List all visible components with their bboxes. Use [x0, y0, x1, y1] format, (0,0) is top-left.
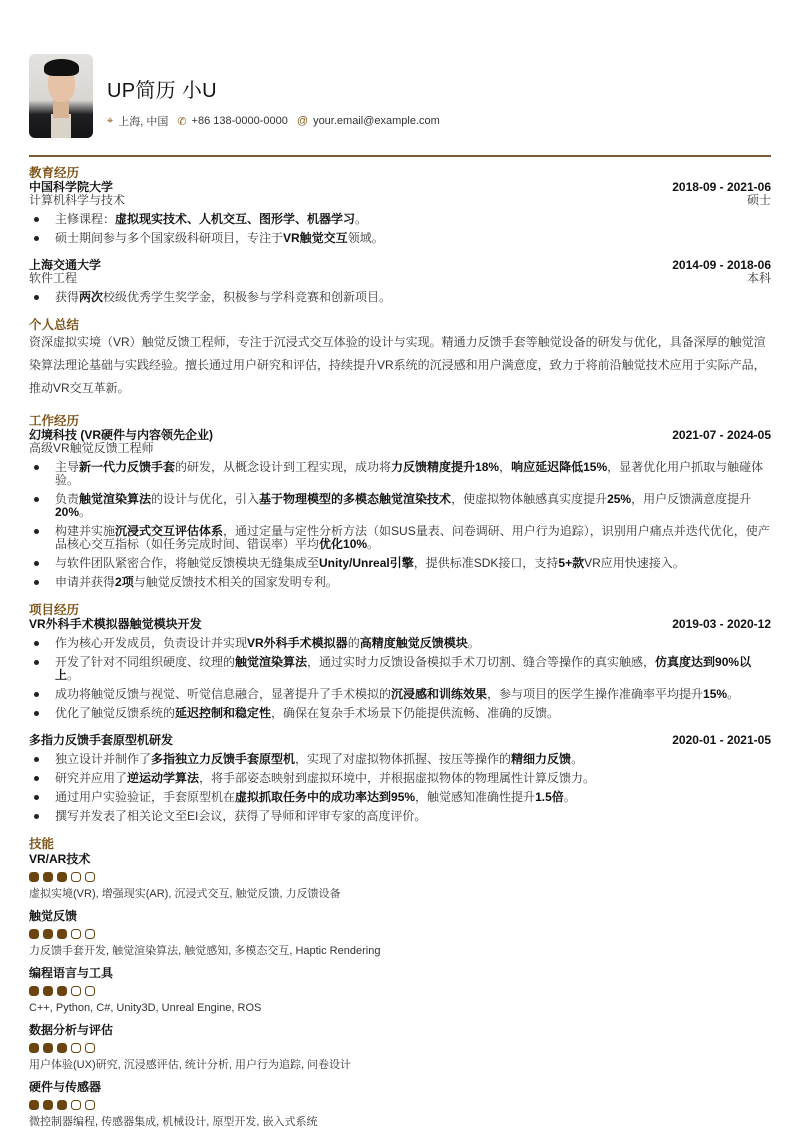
skill-level-rating	[29, 986, 771, 996]
contact-info	[107, 113, 449, 129]
bullet-item	[29, 576, 771, 589]
filled-dot-icon	[29, 1100, 39, 1110]
text: 获得	[55, 290, 80, 304]
text: 与软件团队紧密合作，将触觉反馈模块无缝集成至	[55, 556, 320, 570]
highlight-text: 高精度触觉反馈模块	[359, 636, 468, 650]
filled-dot-icon	[57, 1043, 67, 1053]
project-entry	[29, 734, 771, 823]
highlight-text: 虚拟抓取任务中的成功率达到95%	[235, 790, 416, 804]
text: ，显著优化用户抓取与触碰体验。	[55, 460, 764, 487]
empty-dot-icon	[85, 1100, 95, 1110]
major: 软件工程	[29, 271, 78, 285]
highlight-text: 触觉渲染算法	[79, 492, 152, 506]
highlight-text: 仿真度达到90%以上	[55, 655, 752, 682]
bullet-item	[29, 493, 771, 519]
work-entry	[29, 429, 771, 589]
text: ，参与项目的医学生操作准确率平均提升	[487, 687, 704, 701]
skill-category: 编程语言与工具	[29, 966, 114, 980]
filled-dot-icon	[57, 1100, 67, 1110]
text: 的设计与优化，引入	[151, 492, 260, 506]
major: 计算机科学与技术	[29, 193, 126, 207]
text: ，使虚拟物体触感真实度提升	[451, 492, 608, 506]
degree: 硕士	[746, 193, 771, 207]
project-entry	[29, 618, 771, 720]
skill-level-rating	[29, 872, 771, 882]
education-section	[29, 166, 771, 304]
date-range: 2019-03 - 2020-12	[672, 617, 771, 631]
filled-dot-icon	[43, 1100, 53, 1110]
degree: 本科	[746, 271, 771, 285]
bullet-item	[29, 557, 771, 570]
section-title: 工作经历	[29, 414, 80, 428]
skill-level-rating	[29, 1043, 771, 1053]
skill-category: 数据分析与评估	[29, 1023, 114, 1037]
empty-dot-icon	[85, 872, 95, 882]
skill-items: 虚拟实境(VR), 增强现实(AR), 沉浸式交互, 触觉反馈, 力反馈设备	[29, 888, 341, 900]
date-range: 2020-01 - 2021-05	[672, 733, 771, 747]
bullet-item	[29, 810, 771, 823]
bullet-item	[29, 637, 771, 650]
text: ，触觉感知准确性提升	[415, 790, 536, 804]
text: 。	[727, 687, 740, 701]
highlight-text: 两次	[79, 290, 104, 304]
projects-section	[29, 603, 771, 823]
text: 的	[347, 636, 360, 650]
date-range: 2021-07 - 2024-05	[672, 428, 771, 442]
skill-items: 用户体验(UX)研究, 沉浸感评估, 统计分析, 用户行为追踪, 问卷设计	[29, 1059, 352, 1071]
highlight-text: 1.5倍	[535, 790, 564, 804]
email[interactable]: your.email@example.com	[313, 115, 440, 127]
bullet-item	[29, 525, 771, 551]
bullet-item	[29, 688, 771, 701]
phone-icon: ✆	[177, 115, 187, 128]
company-name: 幻境科技 (VR硬件与内容领先企业)	[29, 428, 213, 442]
text: 的研发，从概念设计到工程实现，成功将	[175, 460, 392, 474]
text: ，确保在复杂手术场景下仍能提供流畅、准确的反馈。	[271, 706, 560, 720]
highlight-text: 5+款	[558, 556, 585, 570]
profile-photo	[29, 54, 93, 138]
section-title: 技能	[29, 837, 55, 851]
date-range: 2014-09 - 2018-06	[672, 258, 771, 272]
skill-category: 触觉反馈	[29, 909, 78, 923]
bullet-item	[29, 213, 771, 226]
project-name: 多指力反馈手套原型机研发	[29, 733, 174, 747]
highlight-text: 沉浸感和训练效果	[391, 687, 488, 701]
filled-dot-icon	[43, 1043, 53, 1053]
filled-dot-icon	[29, 872, 39, 882]
highlight-text: Unity/Unreal引擎	[319, 556, 414, 570]
highlight-text: VR触觉交互	[283, 231, 348, 245]
header-divider	[29, 155, 771, 157]
skill-items: C++, Python, C#, Unity3D, Unreal Engine, ROS	[29, 1002, 262, 1014]
text: 研究并应用了	[55, 771, 128, 785]
empty-dot-icon	[85, 929, 95, 939]
filled-dot-icon	[43, 929, 53, 939]
empty-dot-icon	[71, 929, 81, 939]
empty-dot-icon	[71, 872, 81, 882]
text: ，将手部姿态映射到虚拟环境中，并根据虚拟物体的物理属性计算反馈力。	[199, 771, 596, 785]
text: 领域。	[347, 231, 384, 245]
highlight-text: 多指独立力反馈手套原型机	[151, 752, 296, 766]
skills-list	[29, 852, 771, 1129]
highlight-text: 延迟控制和稳定性	[175, 706, 272, 720]
text: 。	[79, 505, 92, 519]
empty-dot-icon	[85, 1043, 95, 1053]
phone: +86 138-0000-0000	[191, 115, 288, 127]
text: 硕士期间参与多个国家级科研项目，专注于	[55, 231, 284, 245]
highlight-text: 2项	[115, 575, 134, 589]
highlight-text: 优化10%	[319, 537, 368, 551]
filled-dot-icon	[57, 986, 67, 996]
text: 优化了触觉反馈系统的	[55, 706, 176, 720]
text: 与触觉反馈技术相关的国家发明专利。	[133, 575, 338, 589]
skill-items: 微控制器编程, 传感器集成, 机械设计, 原型开发, 嵌入式系统	[29, 1116, 318, 1128]
job-role: 高级VR触觉反馈工程师	[29, 441, 154, 455]
filled-dot-icon	[29, 929, 39, 939]
highlight-text: 虚拟现实技术、人机交互、图形学、机器学习	[115, 212, 356, 226]
text: 。	[467, 636, 480, 650]
text: 。	[563, 790, 576, 804]
bullet-list	[29, 213, 771, 245]
text: 负责	[55, 492, 80, 506]
highlight-text: 精细力反馈	[511, 752, 572, 766]
skill-category: 硬件与传感器	[29, 1080, 102, 1094]
text: 。	[355, 212, 368, 226]
skill-items: 力反馈手套开发, 触觉渲染算法, 触觉感知, 多模态交互, Haptic Rendering	[29, 945, 381, 957]
empty-dot-icon	[71, 986, 81, 996]
skill-category: VR/AR技术	[29, 852, 91, 866]
summary-section	[29, 318, 771, 400]
filled-dot-icon	[29, 1043, 39, 1053]
text: ，通过定量与定性分析方法（如SUS量表、问卷调研、用户行为追踪），识别用户痛点并迭代优化，使产品核心交互指标（如任务完成时间、错误率）平均	[55, 524, 770, 551]
date-range: 2018-09 - 2021-06	[672, 180, 771, 194]
location: 上海, 中国	[118, 116, 169, 128]
text: ，通过实时力反馈设备模拟手术刀切割、缝合等操作的真实触感，	[307, 655, 656, 669]
filled-dot-icon	[43, 872, 53, 882]
text: 作为核心开发成员，负责设计并实现	[55, 636, 248, 650]
text: ，提供标准SDK接口，支持	[413, 556, 559, 570]
text: VR应用快速接入。	[584, 556, 685, 570]
text: ，实现了对虚拟物体抓握、按压等操作的	[295, 752, 512, 766]
bullet-list	[29, 461, 771, 589]
bullet-list	[29, 637, 771, 720]
at-icon: @	[296, 115, 309, 127]
section-title: 个人总结	[29, 318, 80, 332]
resume-header	[29, 54, 449, 138]
text: 成功将触觉反馈与视觉、听觉信息融合，显著提升了手术模拟的	[55, 687, 392, 701]
highlight-text: 触觉渲染算法	[235, 655, 308, 669]
text: 开发了针对不同组织硬度、纹理的	[55, 655, 236, 669]
text: 。	[367, 537, 380, 551]
school-name: 中国科学院大学	[29, 180, 114, 194]
bullet-item	[29, 753, 771, 766]
empty-dot-icon	[85, 986, 95, 996]
candidate-name: UP简历 小U	[107, 80, 217, 102]
text: ，用户反馈满意度提升	[631, 492, 752, 506]
bullet-item	[29, 791, 771, 804]
filled-dot-icon	[29, 986, 39, 996]
bullet-item	[29, 291, 771, 304]
skills-section	[29, 837, 771, 1129]
bullet-item	[29, 772, 771, 785]
highlight-text: VR外科手术模拟器	[247, 636, 348, 650]
bullet-item	[29, 232, 771, 245]
text: 申请并获得	[55, 575, 116, 589]
text: 主修课程：	[55, 212, 116, 226]
text: 通过用户实验验证，手套原型机在	[55, 790, 236, 804]
text: 。	[67, 668, 80, 682]
project-name: VR外科手术模拟器触觉模块开发	[29, 617, 202, 631]
education-entry	[29, 181, 771, 245]
filled-dot-icon	[57, 929, 67, 939]
highlight-text: 25%	[607, 492, 632, 506]
highlight-text: 15%	[703, 687, 728, 701]
highlight-text: 沉浸式交互评估体系	[115, 524, 224, 538]
empty-dot-icon	[71, 1043, 81, 1053]
text: 独立设计并制作了	[55, 752, 152, 766]
empty-dot-icon	[71, 1100, 81, 1110]
text: 撰写并发表了相关论文至EI会议，获得了导师和评审专家的高度评价。	[55, 809, 427, 823]
section-title: 教育经历	[29, 166, 80, 180]
bullet-list	[29, 291, 771, 304]
highlight-text: 基于物理模型的多模态触觉渲染技术	[259, 492, 452, 506]
text: 。	[571, 752, 584, 766]
skill-level-rating	[29, 1100, 771, 1110]
bullet-item	[29, 656, 771, 682]
highlight-text: 力反馈精度提升18%	[391, 460, 500, 474]
text: ，	[499, 460, 512, 474]
education-entry	[29, 259, 771, 304]
skill-level-rating	[29, 929, 771, 939]
filled-dot-icon	[43, 986, 53, 996]
school-name: 上海交通大学	[29, 258, 102, 272]
bullet-item	[29, 461, 771, 487]
bullet-item	[29, 707, 771, 720]
work-section	[29, 414, 771, 589]
location-pin-icon: ⌖	[107, 114, 114, 127]
text: 校级优秀学生奖学金，积极参与学科竞赛和创新项目。	[103, 290, 392, 304]
text: 构建并实施	[55, 524, 116, 538]
filled-dot-icon	[57, 872, 67, 882]
resume-body	[29, 166, 771, 1130]
bullet-list	[29, 753, 771, 823]
highlight-text: 逆运动学算法	[127, 771, 200, 785]
highlight-text: 响应延迟降低15%	[511, 460, 608, 474]
section-title: 项目经历	[29, 603, 80, 617]
highlight-text: 20%	[55, 505, 80, 519]
highlight-text: 新一代力反馈手套	[79, 460, 176, 474]
text: 主导	[55, 460, 80, 474]
summary-text: 资深虚拟实境（VR）触觉反馈工程师，专注于沉浸式交互体验的设计与实现。精通力反馈手套等触觉设备的研发与优化，具备深厚的触觉渲染算法理论基础与实践经验。擅长通过用户研究和评估，持续提升VR系统的沉浸感和用户满意度，致力于将前沿触觉技术应用于实际产品，推动VR交互革新。	[29, 335, 766, 395]
